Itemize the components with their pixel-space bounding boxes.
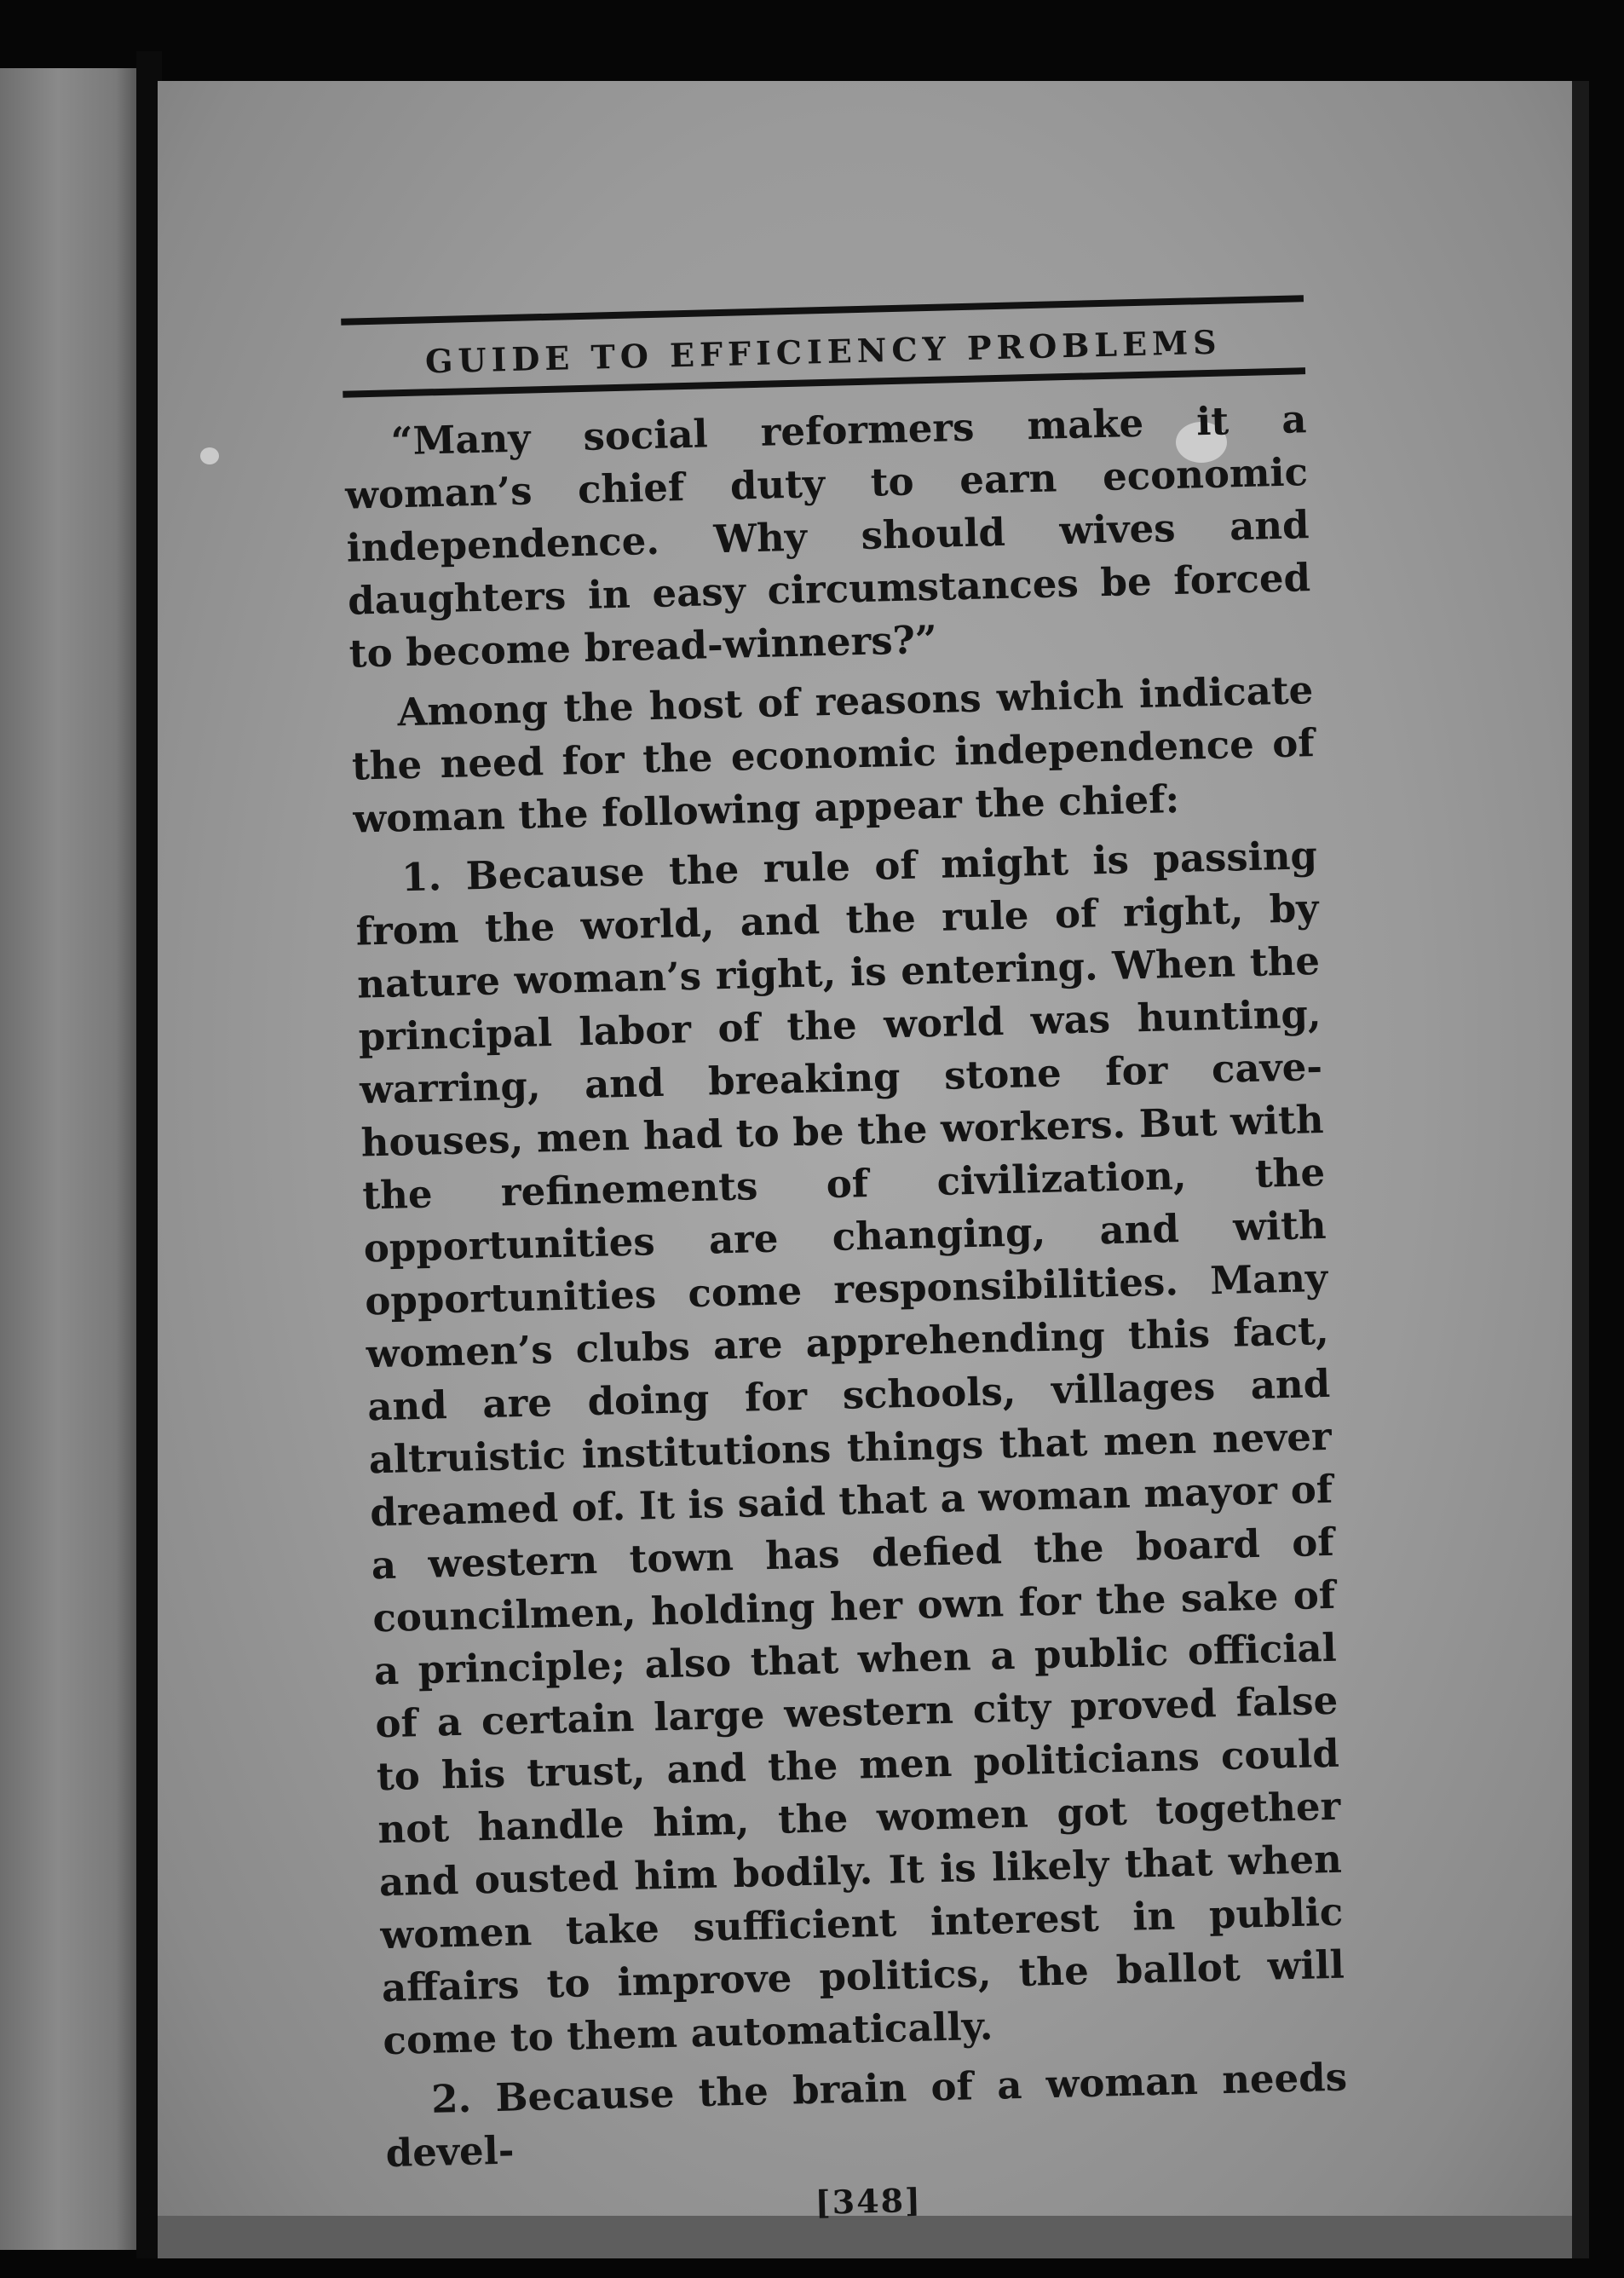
page-text-block [341, 295, 1350, 2232]
paragraph-reason-1: 1. Because the rule of might is passing from the world, and the rule of right, by nature woman’s right, is entering. When the principal labor of the world was hunting, warring, and breaking stone for cave-houses, men had to be the workers. But with the refinements of civilization, the opportunities are changing, and with opportunities come responsibilities. Many women’s clubs are apprehending this fact, and are doing for schools, villages and altruistic institutions things that men never dreamed of. It is said that a woman mayor of a western town has defied the board of councilmen, holding her own for the sake of a principle; also that when a public official of a certain large western city proved false to his trust, and the men politicians could not handle him, the women got together and ousted him bodily. It is likely that when women take sufficient interest in public affairs to improve politics, the ballot will come to them automatically. [355, 833, 1345, 2064]
page-edge-shadow [1572, 81, 1589, 2258]
paragraph-reason-2: 2. Because the brain of a woman needs devel- [385, 2054, 1348, 2177]
running-head: GUIDE TO EFFICIENCY PROBLEMS [424, 322, 1223, 381]
body-text [343, 393, 1349, 2180]
paragraph-quote: “Many social reformers make it a woman’s chief duty to earn economic independence. Why should wives and daughters in easy circumstances be forced to become bread-winners?” [344, 396, 1311, 677]
facing-page-edge [0, 68, 145, 2250]
page-number: [348] [815, 2180, 923, 2222]
paragraph-intro: Among the host of reasons which indicate the need for the economic independence of woman the following appear the chief: [351, 667, 1316, 842]
page-bottom-shadow [158, 2216, 1572, 2258]
paper-blemish [200, 447, 219, 464]
